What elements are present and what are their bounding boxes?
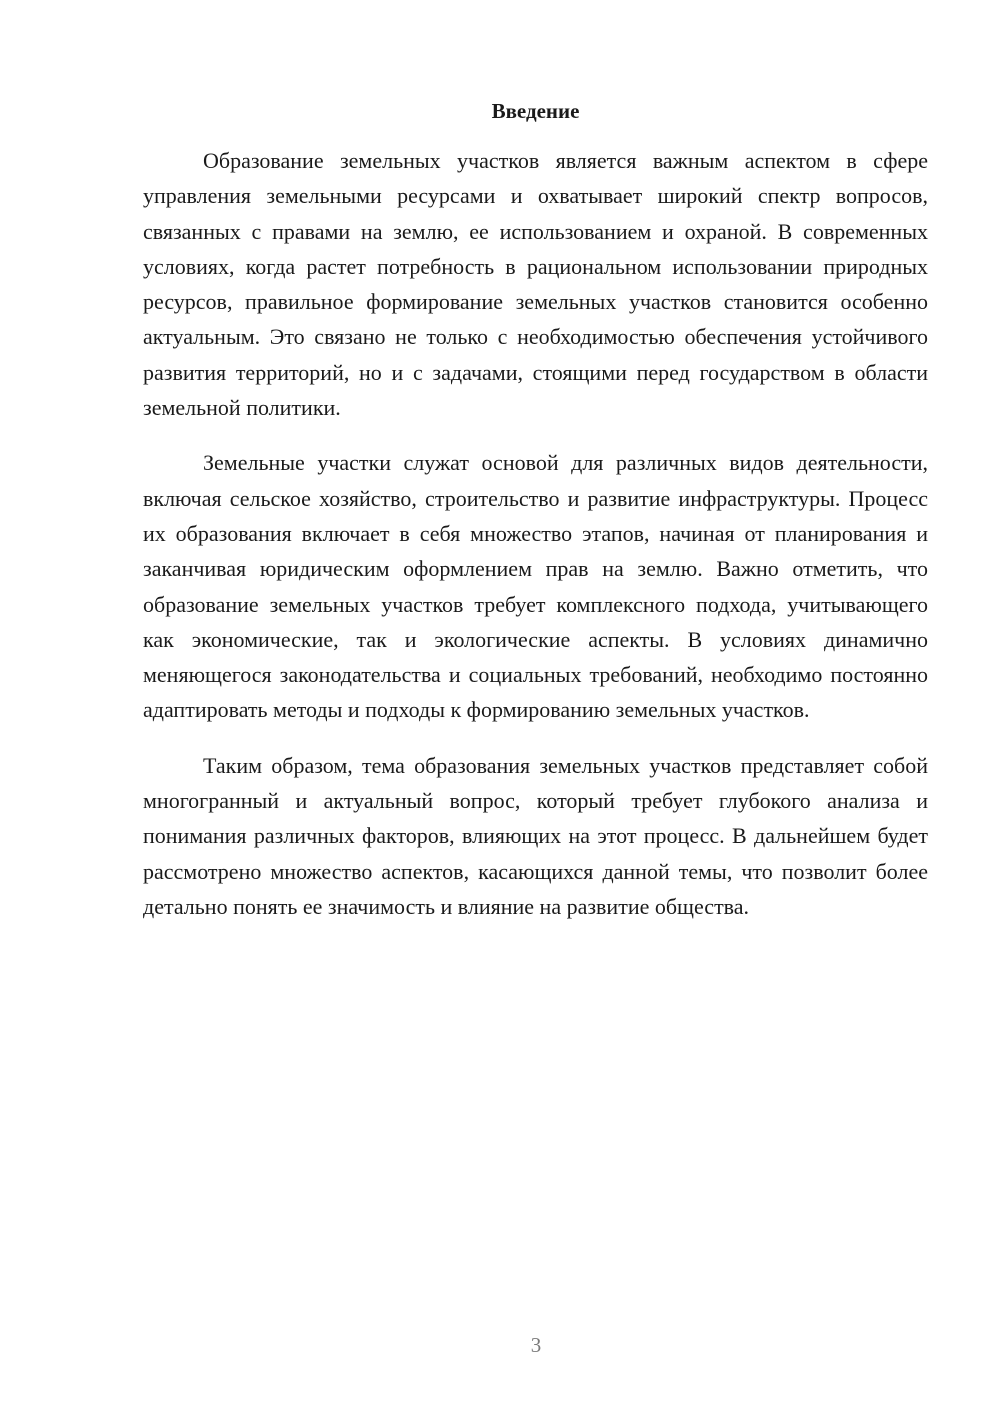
paragraph-2: Земельные участки служат основой для различных видов деятельности, включая сельское хозяйство, строительство и развитие инфраструктуры. Процесс их образования включает в себя множество этапов, начиная от планирования и заканчивая юридическим оформлением прав на землю. Важно отметить, что образование земельных участков требует комплексного подхода, учитывающего как экономические, так и экологические аспекты. В условиях динамично меняющегося законодательства и социальных требований, необходимо постоянно адаптировать методы и подходы к формированию земельных участков. — [143, 450, 928, 723]
paragraph-1: Образование земельных участков является важным аспектом в сфере управления земельными ресурсами и охватывает широкий спектр вопросов, связанных с правами на землю, ее использованием и охраной. В современных условиях, когда растет потребность в рациональном использовании природных ресурсов, правильное формирование земельных участков становится особенно актуальным. Это связано не только с необходимостью обеспечения устойчивого развития территорий, но и с задачами, стоящими перед государством в области земельной политики. — [143, 148, 928, 421]
page-title: Введение — [491, 99, 580, 123]
page-number: 3 — [530, 1333, 542, 1357]
paragraph-3: Таким образом, тема образования земельных участков представляет собой многогранный и актуальный вопрос, который требует глубокого анализа и понимания различных факторов, влияющих на этот процесс. В дальнейшем будет рассмотрено множество аспектов, касающихся данной темы, что позволит более детально понять ее значимость и влияние на развитие общества. — [143, 752, 928, 919]
document-body — [143, 143, 928, 944]
